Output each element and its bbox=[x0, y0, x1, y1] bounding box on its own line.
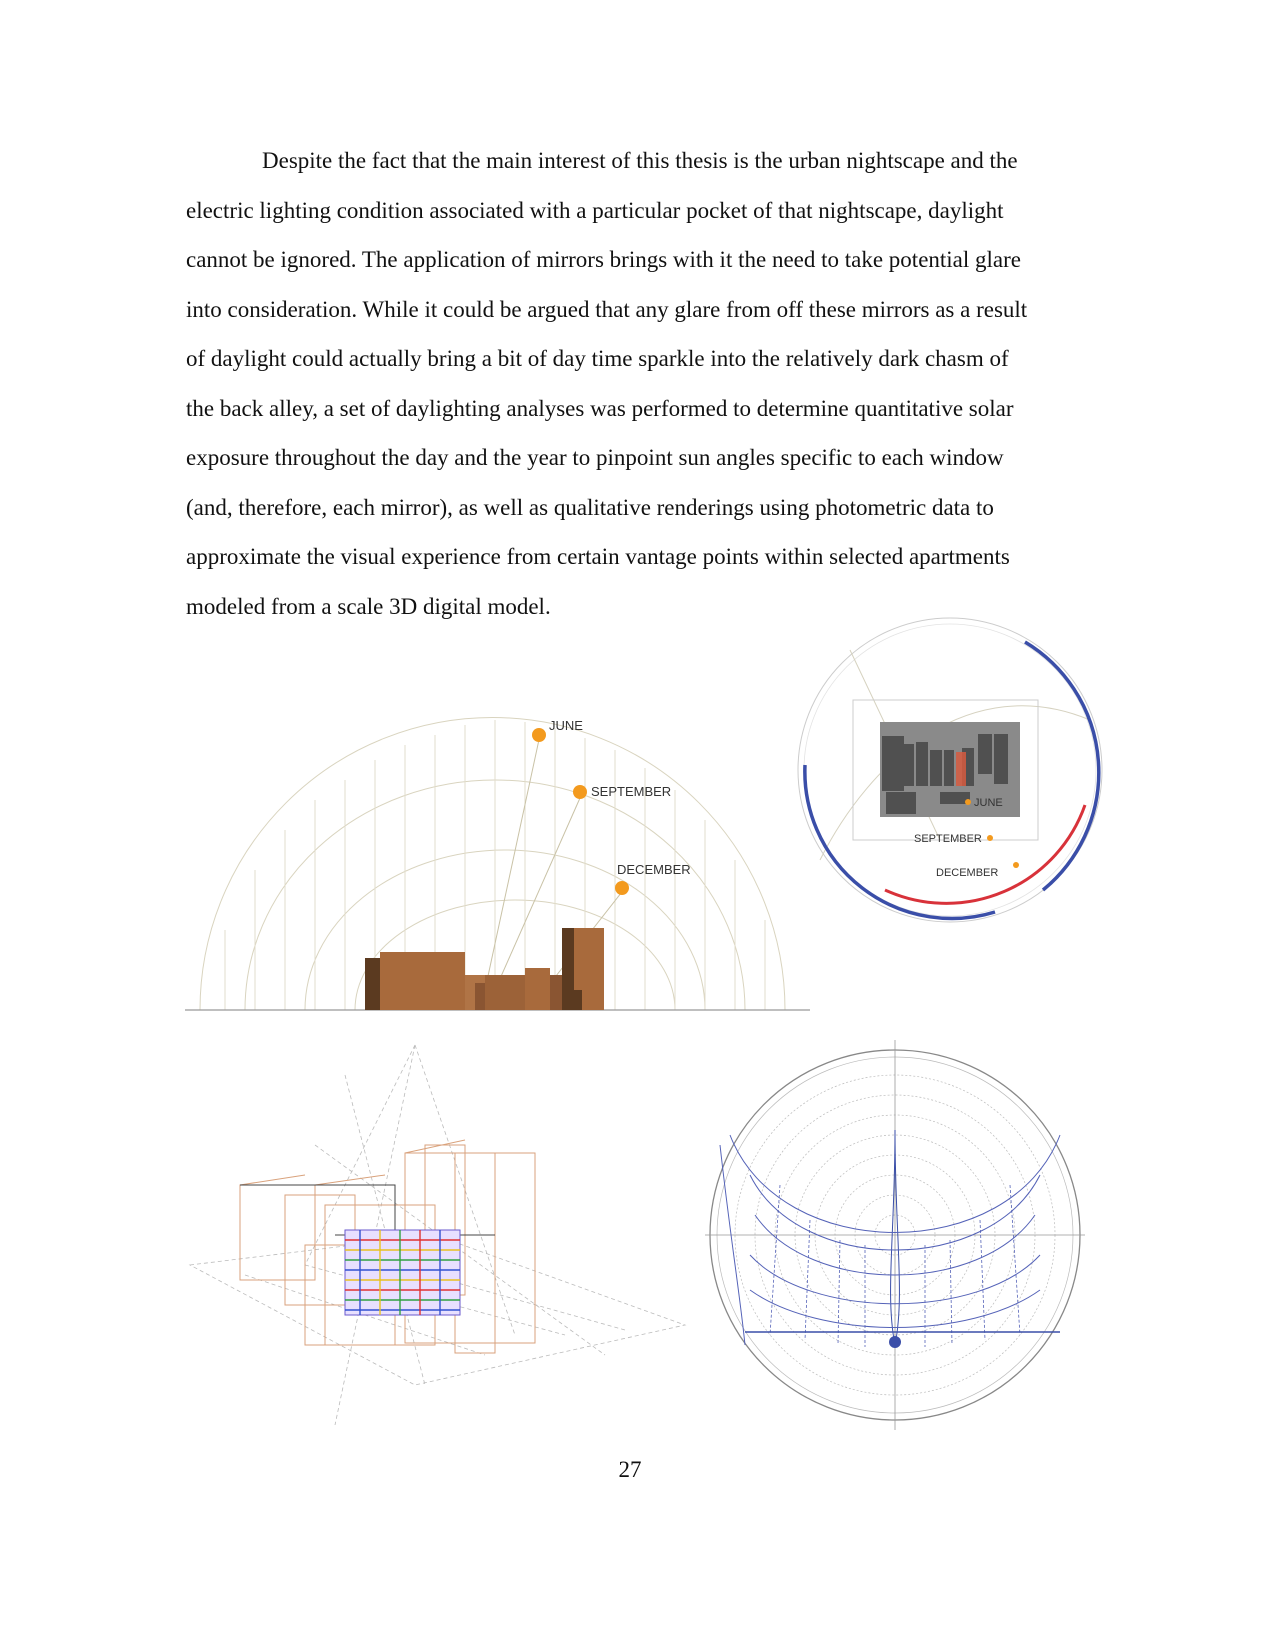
sun-june-plan bbox=[965, 799, 971, 805]
sun-september-plan bbox=[987, 835, 993, 841]
building-massing bbox=[365, 928, 604, 1010]
text-line: modeled from a scale 3D digital model. bbox=[186, 593, 551, 619]
key-outline bbox=[240, 1185, 495, 1235]
label-september: SEPTEMBER bbox=[591, 784, 672, 799]
text-line: electric lighting condition associated with a particular pocket of that nightscape, daylight bbox=[186, 197, 1004, 223]
plan-label-december: DECEMBER bbox=[936, 867, 999, 879]
sun-path-diagram bbox=[690, 1035, 1100, 1435]
sun-plan-figure bbox=[790, 610, 1110, 930]
text-line: the back alley, a set of daylighting analyses was performed to determine quantitative solar bbox=[186, 395, 1014, 421]
sun-june bbox=[532, 728, 546, 742]
text-line: of daylight could actually bring a bit of day time sparkle into the relatively dark chasm of bbox=[186, 346, 1009, 371]
sun-elevation-figure bbox=[185, 700, 810, 1020]
text-line: into consideration. While it could be argued that any glare from off these mirrors as a result bbox=[186, 296, 1028, 322]
sun-december bbox=[615, 881, 629, 895]
text-line: (and, therefore, each mirror), as well as qualitative renderings using photometric data to bbox=[186, 494, 994, 520]
sun-position-marker bbox=[889, 1336, 901, 1348]
sun-september bbox=[573, 785, 587, 799]
sun-december-plan bbox=[1013, 862, 1019, 868]
page-number: 27 bbox=[618, 1457, 642, 1482]
text-line: cannot be ignored. The application of mirrors brings with it the need to take potential glare bbox=[186, 247, 1021, 272]
label-june: JUNE bbox=[549, 718, 583, 733]
text-line: approximate the visual experience from certain vantage points within selected apartments bbox=[186, 544, 1010, 569]
sun-path-lines bbox=[720, 1135, 1060, 1345]
text-line: Despite the fact that the main interest of this thesis is the urban nightscape and the bbox=[262, 148, 1018, 173]
analysis-grid bbox=[345, 1230, 460, 1315]
text-line: exposure throughout the day and the year to pinpoint sun angles specific to each window bbox=[186, 445, 1004, 470]
plan-label-june: JUNE bbox=[974, 797, 1003, 809]
plan-label-september: SEPTEMBER bbox=[914, 833, 982, 845]
wireframe-axonometric-figure bbox=[185, 1035, 695, 1425]
body-paragraph bbox=[186, 136, 1106, 631]
label-december: DECEMBER bbox=[617, 862, 691, 877]
